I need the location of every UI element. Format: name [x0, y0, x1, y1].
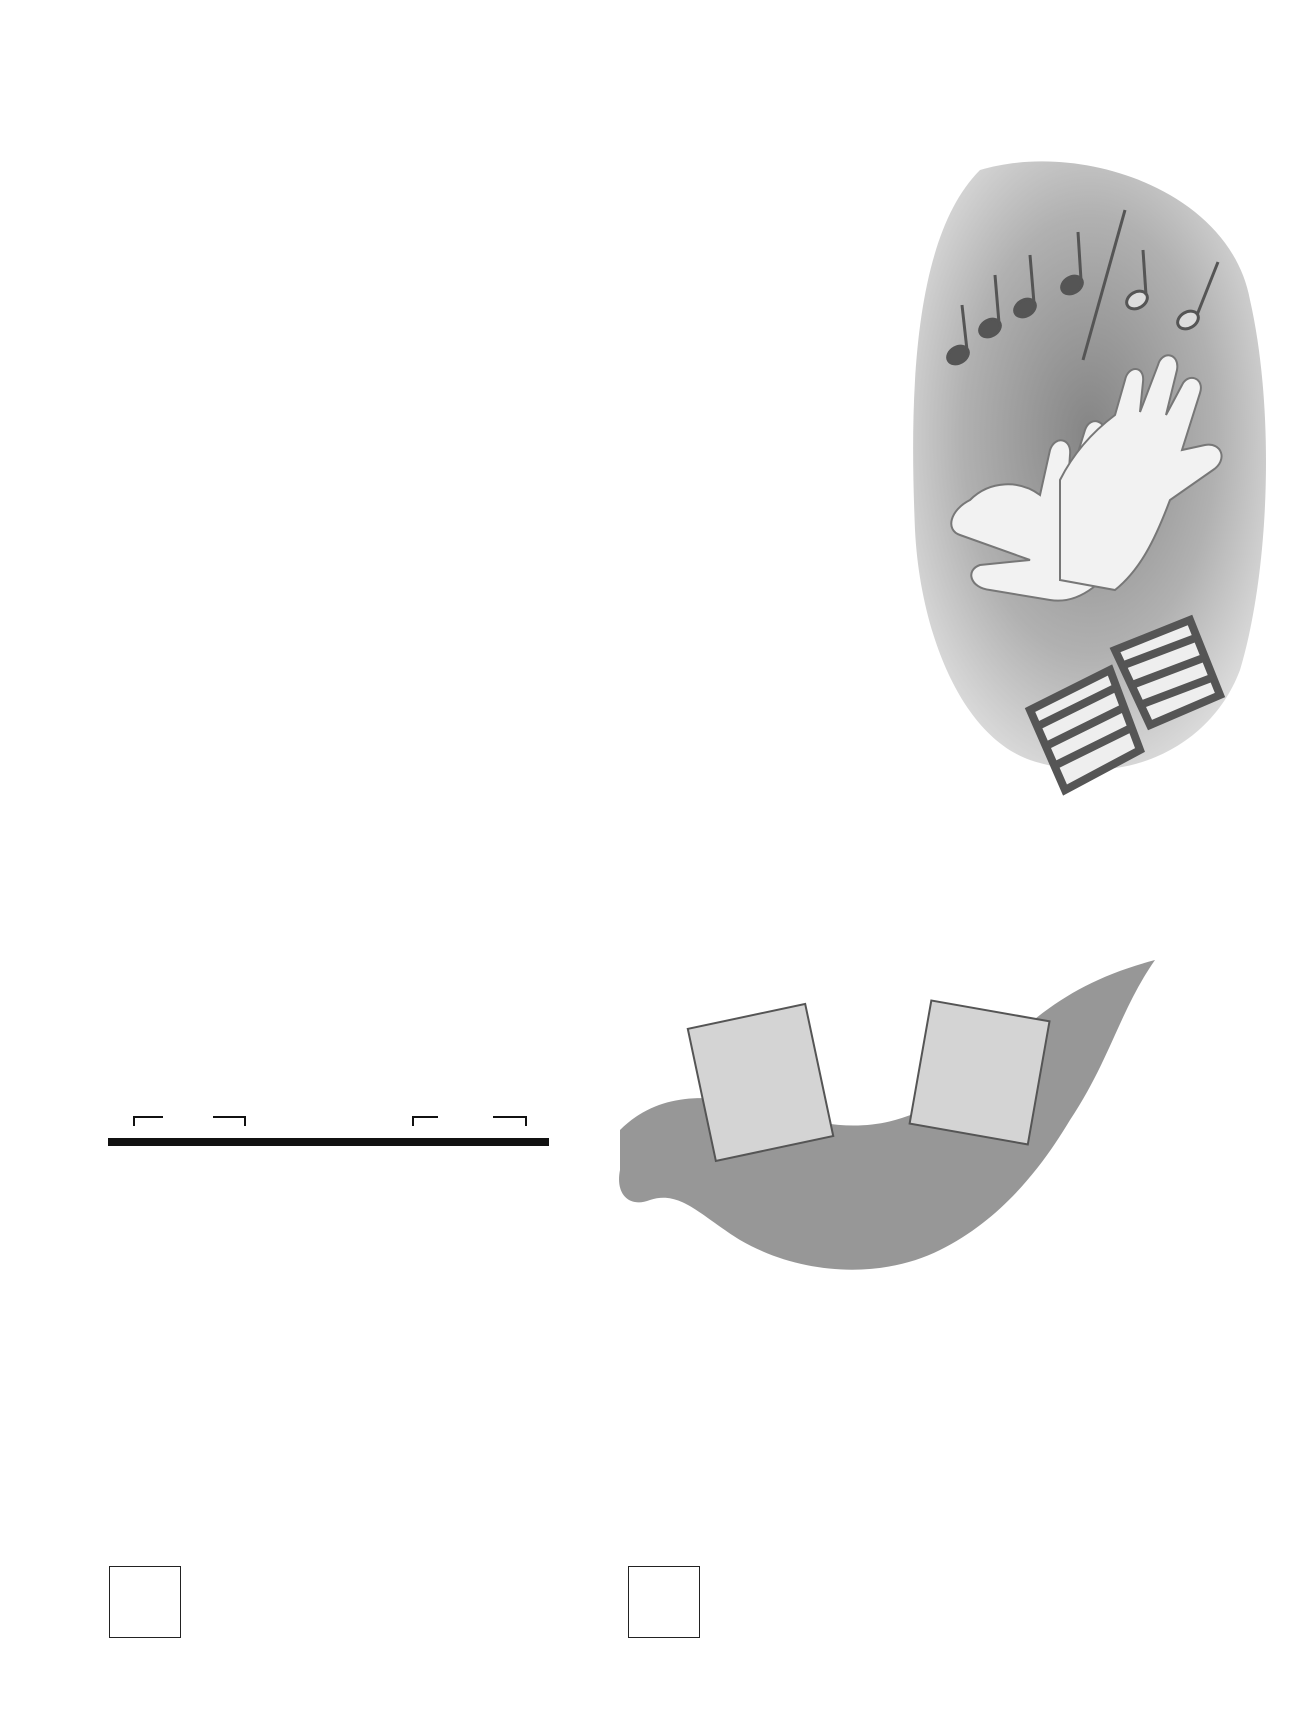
instruction-2	[110, 808, 930, 868]
lh-dynamic-answer-box[interactable]	[109, 1566, 181, 1638]
rh-dynamic-answer-box[interactable]	[628, 1566, 700, 1638]
keyboard-diagram	[108, 1100, 553, 1315]
dynamics-cards-illustration	[610, 950, 1170, 1310]
instruction-3	[110, 893, 930, 953]
